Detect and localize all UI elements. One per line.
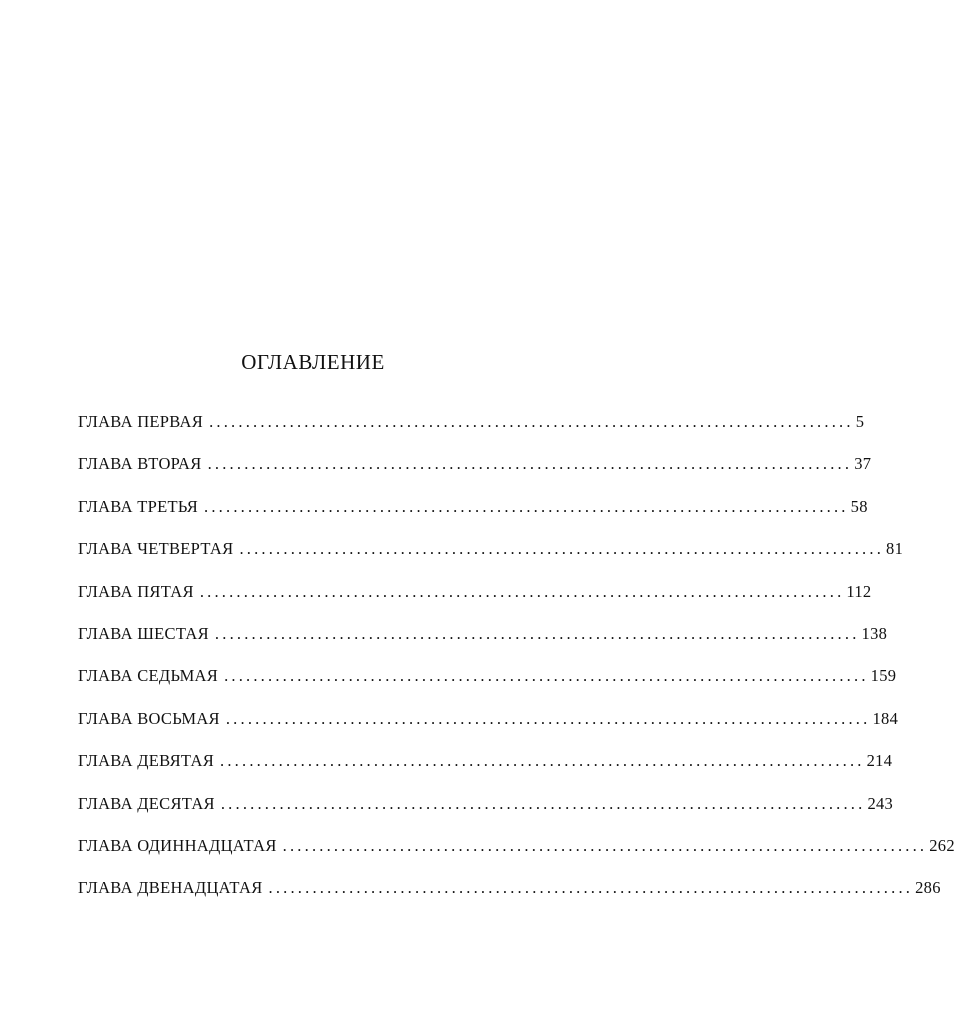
toc-entry-9[interactable] [78,747,893,789]
toc-dot-leader: ........................................................................................ [199,581,845,601]
toc-dot-leader: ........................................................................................ [268,878,914,898]
toc-page-number: 159 [870,666,897,686]
toc-entry-2[interactable] [78,450,872,492]
toc-chapter-title: ГЛАВА ДВЕНАДЦАТАЯ [78,878,263,898]
toc-entry-11[interactable] [78,832,955,874]
toc-entry-5[interactable] [78,578,872,620]
toc-chapter-title: ГЛАВА ЧЕТВЕРТАЯ [78,539,234,559]
toc-page-number: 214 [866,751,893,771]
toc-page-number: 112 [846,581,872,601]
toc-entry-3[interactable] [78,493,868,535]
toc-page-number: 286 [915,878,941,898]
toc-chapter-title: ГЛАВА ВТОРАЯ [78,454,202,474]
toc-chapter-title: ГЛАВА ШЕСТАЯ [78,623,209,643]
toc-page-number: 184 [872,708,899,728]
page-title: ОГЛАВЛЕНИЕ [241,350,385,374]
table-of-contents [78,408,955,917]
toc-dot-leader: ........................................................................................ [225,708,871,728]
toc-dot-leader: ........................................................................................ [209,412,854,431]
toc-entry-7[interactable] [78,662,897,704]
toc-chapter-title: ГЛАВА ТРЕТЬЯ [78,496,199,516]
toc-entry-10[interactable] [78,790,894,832]
toc-chapter-title: ГЛАВА ДЕВЯТАЯ [78,751,215,771]
toc-entry-12[interactable] [78,874,941,916]
toc-chapter-title: ГЛАВА ПЕРВАЯ [78,412,204,431]
toc-chapter-title: ГЛАВА ДЕСЯТАЯ [78,793,215,813]
toc-page-number: 243 [867,793,894,813]
toc-entry-1[interactable] [78,408,865,450]
toc-chapter-title: ГЛАВА ОДИННАДЦАТАЯ [78,835,277,855]
toc-page-number: 58 [850,496,868,516]
toc-entry-4[interactable] [78,535,904,577]
toc-dot-leader: ........................................................................................ [224,666,869,686]
toc-page-number: 5 [855,412,865,431]
toc-dot-leader: ........................................................................................ [207,454,853,474]
toc-dot-leader: ........................................................................................ [220,793,866,813]
toc-dot-leader: ........................................................................................ [282,835,928,855]
toc-entry-8[interactable] [78,705,899,747]
toc-page-number: 81 [886,539,904,559]
toc-dot-leader: ........................................................................................ [220,751,865,771]
toc-chapter-title: ГЛАВА ВОСЬМАЯ [78,708,220,728]
toc-dot-leader: ........................................................................................ [239,539,885,559]
toc-page-number: 262 [929,835,955,855]
toc-chapter-title: ГЛАВА ПЯТАЯ [78,581,194,601]
toc-dot-leader: ........................................................................................ [214,623,860,643]
toc-dot-leader: ........................................................................................ [204,496,849,516]
toc-entry-6[interactable] [78,620,888,662]
toc-chapter-title: ГЛАВА СЕДЬМАЯ [78,666,219,686]
toc-page-number: 37 [854,454,872,474]
toc-page-number: 138 [861,623,888,643]
